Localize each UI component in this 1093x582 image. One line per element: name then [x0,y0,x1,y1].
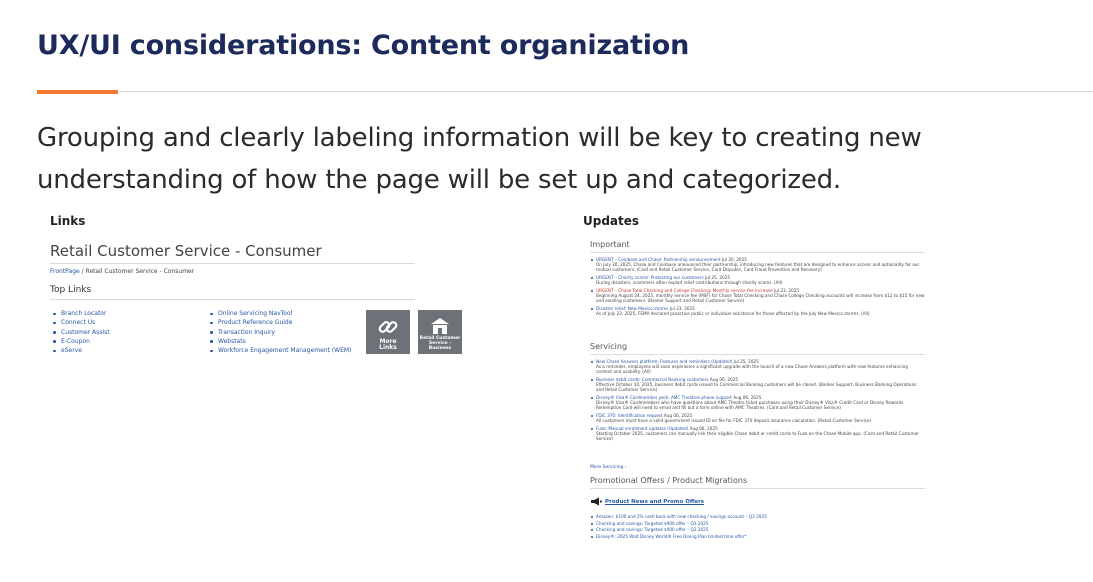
promo-item[interactable]: Checking and savings: Targeted $900 offer – Q2 2025 [590,527,767,534]
link-eserve[interactable]: eServe [52,346,110,355]
promo-list [590,514,767,540]
servicing-item [590,359,925,374]
important-divider [590,252,925,253]
servicing-item-date: Jul 25, 2025 [732,359,759,364]
links-page-title: Retail Customer Service - Consumer [50,242,322,260]
product-news-label: Product News and Promo Offers [605,498,705,505]
important-item-desc: As of July 23, 2025, FEMA declared proactive public or individual assistance for those affected by the July New Mexico storms. (All) [596,311,870,316]
more-links-label-2: Links [379,344,397,351]
important-item [590,306,925,316]
slide-body-text: Grouping and clearly labeling information will be key to creating new understanding of how the page will be set up and categorized. [37,123,922,195]
important-item-date: Jul 25, 2025 [703,275,731,280]
important-item-link[interactable]: Disaster relief: New Mexico storms [596,306,669,311]
link-webstats[interactable]: Webstats [209,337,351,346]
link-transaction-inquiry[interactable]: Transaction Inquiry [209,328,351,337]
links-heading: Links [50,214,86,228]
link-online-servicing-navtool[interactable]: Online Servicing NavTool [209,309,351,318]
servicing-item-link[interactable]: Disney® Visa® Cardmember perk: AMC Theatres phone support [596,395,732,400]
important-item-date: Jul 23, 2025 [668,306,695,311]
promo-item[interactable]: Disney®: 2025 Walt Disney World® Free Dining Plan limited time offer* [590,534,767,541]
link-product-reference-guide[interactable]: Product Reference Guide [209,318,351,327]
important-item-link[interactable]: URGENT – Charity scams: Protecting our customers [596,275,704,280]
servicing-item [590,395,925,410]
slide-title: UX/UI considerations: Content organization [37,30,690,61]
important-item-link[interactable]: URGENT – Coinbase and Chase: Partnership announcement [596,257,721,262]
important-item-desc: During disasters, scammers often exploit relief contributions through charity scams. (All) [596,280,783,285]
link-e-coupon[interactable]: E-Coupon [52,337,110,346]
servicing-item-link[interactable]: New Chase Answers platform: Features and reminders (Updated) [596,359,733,364]
more-links-tile[interactable] [366,310,410,354]
updates-heading: Updates [583,214,640,228]
retail-business-tile[interactable] [418,310,462,354]
link-connect-us[interactable]: Connect Us [52,318,110,327]
top-links-col-1 [52,309,110,355]
servicing-list [590,359,925,444]
servicing-item-date: Aug 06, 2025 [731,395,762,400]
accent-bar [37,90,118,94]
promo-divider [590,488,925,489]
servicing-item-link[interactable]: FDIC 370: Identification request [596,413,663,418]
servicing-item-desc: Effective October 10, 2025, business debit cards issued to Commercial Banking customers will be closed. (Banker Support, Business Banking Operations and Retail Customer Service) [596,382,917,392]
top-links-label: Top Links [50,285,92,295]
link-customer-assist[interactable]: Customer Assist [52,328,110,337]
servicing-item-date: Aug 06, 2025 [708,377,739,382]
important-item-date: Jul 23, 2025 [772,288,800,293]
links-title-divider [50,263,415,264]
servicing-item-date: Aug 06, 2025 [688,426,718,431]
breadcrumb-home-link[interactable]: FrontPage [50,268,80,275]
top-links-divider [50,299,415,300]
megaphone-icon [590,497,602,506]
servicing-item [590,413,925,423]
breadcrumb [50,268,194,275]
promo-item[interactable]: Amazon: $100 and 2% cash back with new checking / savings account – Q3 2025 [590,514,767,521]
link-chain-icon [376,315,400,339]
important-item [590,275,925,285]
important-item-date: Jul 30, 2025 [720,257,747,262]
link-wem[interactable]: Workforce Engagement Management (WEM) [209,346,351,355]
more-links-label-1: More [379,338,397,345]
storefront-icon [428,315,452,337]
important-list [590,257,925,319]
retail-tile-label-1: Retail Customer [419,336,461,341]
servicing-label: Servicing [590,342,628,351]
servicing-item [590,377,925,392]
servicing-item [590,426,925,441]
breadcrumb-current: / Retail Customer Service - Consumer [79,268,195,275]
servicing-item-desc: Starting October 2025, customers can manually link their eligible Chase debit or credit cards to Fuze on the Chase Mobile app. (Card and Retail Customer Service) [596,431,919,441]
promo-item[interactable]: Checking and savings: Targeted $900 offer – Q3 2025 [590,521,767,528]
promo-label: Promotional Offers / Product Migrations [590,476,748,485]
servicing-item-date: Aug 06, 2025 [662,413,693,418]
important-item [590,257,925,272]
servicing-item-desc: As a reminder, employees will soon experience a significant upgrade with the launch of a new Chase Answers platform with new features enhancing content and usability. (All) [596,364,908,374]
retail-tile-label-2: Service - Business [428,341,452,351]
more-servicing-link[interactable]: More Servicing › [590,465,627,470]
servicing-item-link[interactable]: Business debit cards: Commercial Banking customers [596,377,709,382]
important-item [590,288,925,303]
link-branch-locator[interactable]: Branch Locator [52,309,110,318]
product-news-link[interactable] [590,497,704,506]
header-divider [118,91,1093,92]
servicing-item-link[interactable]: Fuze: Manual enrollment updates (Updated) [596,426,689,431]
important-item-desc: On July 30, 2025, Chase and Coinbase announced their partnership, introducing new features that are designed to enhance access and optionality for our mutual customers. (Card and Retail Customer Service, Card Disputes, Card Fraud Prevention and Recovery) [596,262,920,272]
servicing-divider [590,354,925,355]
servicing-item-desc: All customers must have a valid government issued ID on file for FDIC 370 deposit insurance calculation. (Retail Customer Service) [596,418,872,423]
important-item-desc: Beginning August 24, 2025, monthly service fee (MSF) for Chase Total Checking and Chase College Checking accounts will increase from $12 to $15 for new and existing customers. (Banker Support and Retail Customer Service) [596,293,925,303]
top-links-col-2 [209,309,351,355]
servicing-item-desc: Disney® Visa® Cardmembers who have questions about AMC Theatre ticket purchases using their Disney® Visa® Credit Card or Disney Rewards Redemption Card will need to email and fill out a form online with AMC Theatres. (Card and Retail Customer Service) [596,400,904,410]
important-label: Important [590,240,630,249]
important-item-link[interactable]: URGENT – Chase Total Checking and College Checking: Monthly service fee increase [596,288,773,293]
